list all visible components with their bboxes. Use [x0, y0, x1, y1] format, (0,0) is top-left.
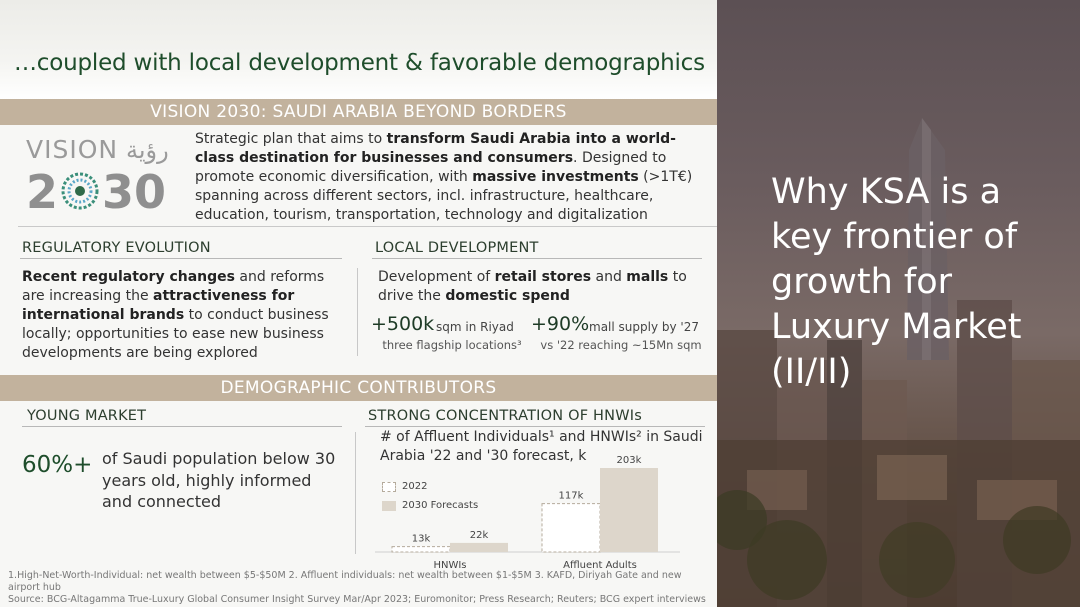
- regulatory-underline: [20, 258, 342, 259]
- footnote-definitions: 1.High-Net-Worth-Individual: net wealth between $5-$50M 2. Affluent individuals: net wealth between $1-$5M 3. KAFD, Diriyah Gate and new airport hub: [8, 570, 682, 593]
- cityscape-panel: [717, 0, 1080, 607]
- young-heading: YOUNG MARKET: [27, 408, 147, 424]
- logo-vision-word: VISION: [26, 135, 119, 164]
- stat-mall-label: mall supply by '27: [589, 320, 699, 334]
- logo-arabic-word: رؤية: [126, 136, 169, 164]
- stat-sqm-note: three flagship locations³: [382, 338, 522, 352]
- hnwi-heading: STRONG CONCENTRATION OF HNWIs: [368, 408, 642, 424]
- bar-value-label: 13k: [411, 533, 431, 545]
- category-label: HNWIs: [433, 560, 467, 571]
- category-label: Affluent Adults: [563, 560, 637, 571]
- bar-value-label: 22k: [469, 529, 489, 541]
- hnwi-bar-chart: [370, 450, 710, 575]
- logo-digit-2: 2: [26, 165, 59, 219]
- stat-sqm-label: sqm in Riyad: [436, 320, 514, 334]
- legend-label-2030: 2030 Forecasts: [402, 500, 479, 511]
- young-percentage: 60%+: [22, 452, 93, 478]
- stat-sqm-value: +500k: [371, 313, 435, 335]
- slide-title: …coupled with local development & favorable demographics: [14, 50, 705, 76]
- panel-title: Why KSA is a key frontier of growth for Luxury Market (II/II): [771, 172, 1022, 392]
- regulatory-heading: REGULATORY EVOLUTION: [22, 240, 211, 256]
- bar-value-label: 203k: [616, 455, 642, 466]
- bar-hnwis-2022: [392, 547, 450, 552]
- young-text: of Saudi population below 30 years old, highly informed and connected: [102, 449, 336, 511]
- demographic-band: DEMOGRAPHIC CONTRIBUTORS: [0, 375, 717, 401]
- legend-label-2022: 2022: [402, 481, 428, 492]
- chart-title: # of Affluent Individuals¹ and HNWIs² in Saudi Arabia '22 and '30 forecast, k: [380, 429, 703, 464]
- local-underline: [372, 258, 702, 259]
- stat-mall-note: vs '22 reaching ~15Mn sqm: [540, 338, 702, 352]
- local-text: Development of retail stores and malls to drive the domestic spend: [378, 269, 687, 304]
- stat-mall-value: +90%: [531, 313, 590, 335]
- bar-value-label: 117k: [558, 490, 584, 502]
- bar-affluent-adults-2030-forecasts: [600, 468, 658, 552]
- vision-description: Strategic plan that aims to transform Saudi Arabia into a world-class destination for businesses and consumers. Designed to promote economic diversification, with massive investments (>1T€) spanning across different sectors, incl. infrastructure, healthcare, education, tourism, transportation, technology and digitalization: [195, 131, 693, 223]
- bar-hnwis-2030-forecasts: [450, 543, 508, 552]
- logo-digits-30: 30: [102, 165, 167, 219]
- bar-affluent-adults-2022: [542, 504, 600, 552]
- demographic-separator: [355, 432, 356, 554]
- regulatory-text: Recent regulatory changes and reforms are increasing the attractiveness for international brands to conduct business locally; opportunities to ease new business developments are being explored: [22, 269, 329, 361]
- footnote-source: Source: BCG-Altagamma True-Luxury Global Consumer Insight Survey Mar/Apr 2023; Euromonitor; Press Research; Reuters; BCG expert interviews: [8, 594, 706, 605]
- local-heading: LOCAL DEVELOPMENT: [375, 240, 539, 256]
- logo-emblem-icon: [63, 174, 97, 208]
- vision-divider: [18, 226, 718, 227]
- vision-band: VISION 2030: SAUDI ARABIA BEYOND BORDERS: [0, 99, 717, 125]
- vision-2030-logo: [18, 128, 188, 220]
- young-underline: [22, 426, 342, 427]
- hnwi-underline: [365, 426, 705, 427]
- section-separator: [357, 268, 358, 356]
